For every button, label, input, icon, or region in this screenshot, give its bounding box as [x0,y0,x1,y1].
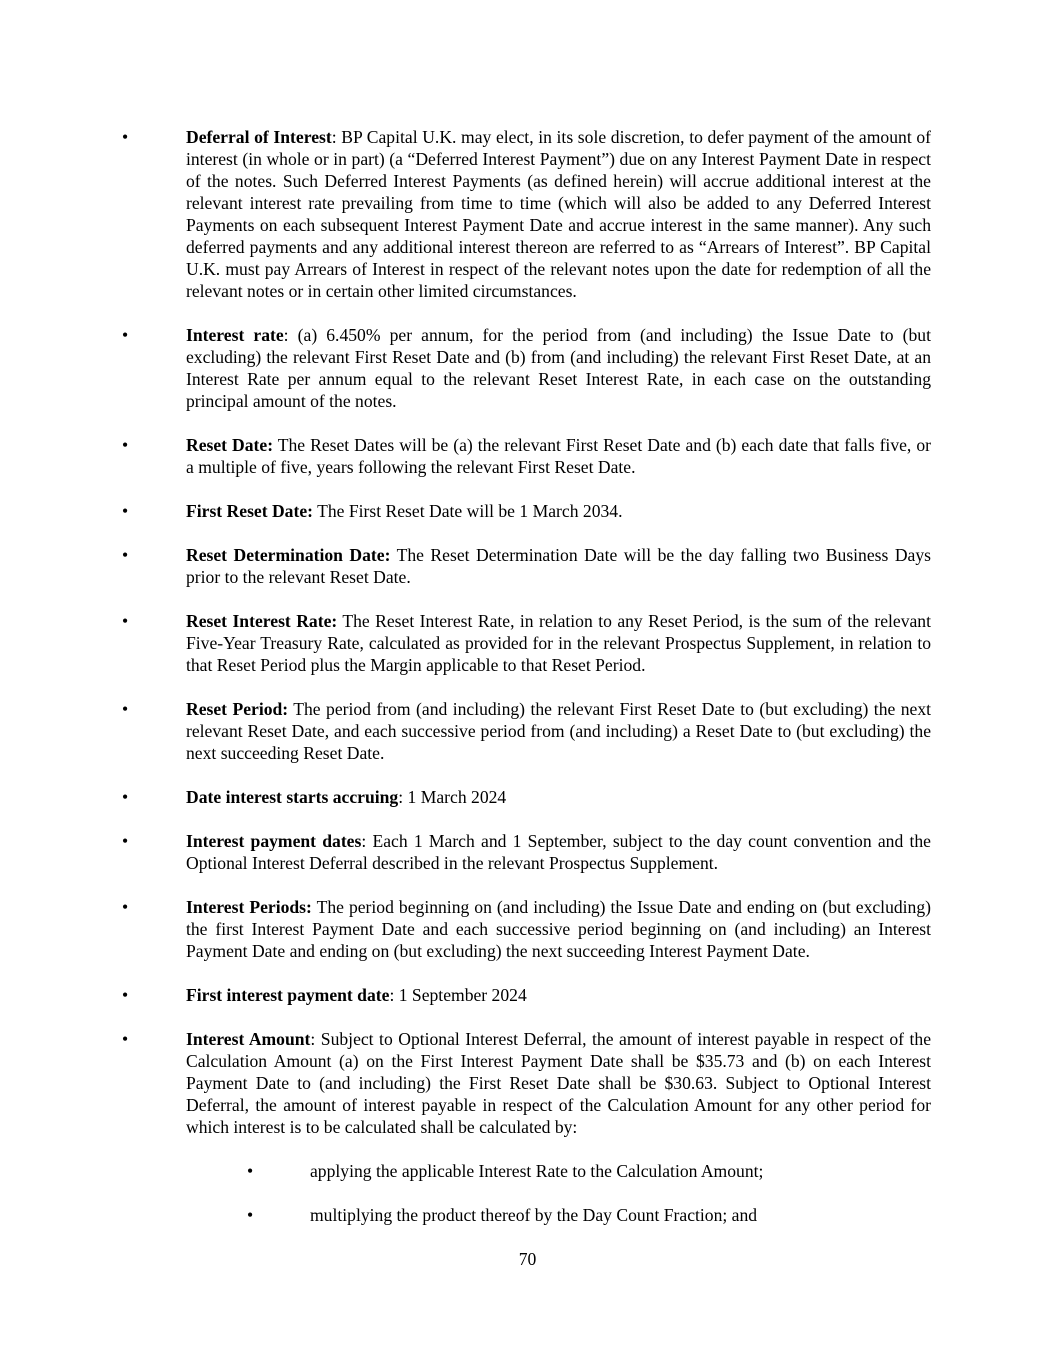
calculation-step-text: multiplying the product thereof by the Day Count Fraction; and [310,1205,758,1225]
list-item-text [186,434,931,478]
bullet-icon: • [247,1161,254,1181]
list-item-interest-rate [0,324,1055,412]
term-description: : Each 1 March and 1 September, subject to the day count convention and the Optional Interest Deferral described in the relevant Prospectus Supplement. [186,831,931,873]
list-item-text [186,830,931,874]
term-description: The Reset Dates will be (a) the relevant First Reset Date and (b) each date that falls five, or a multiple of five, years following the relevant First Reset Date. [186,435,931,477]
bullet-icon: • [122,325,129,345]
page-number: 70 [518,1249,537,1269]
term-label: Date interest starts accruing [186,787,399,807]
list-item-interest-amount [0,1028,1055,1226]
term-description: : (a) 6.450% per annum, for the period from (and including) the Issue Date to (but excluding) the relevant First Reset Date and (b) from (and including) the relevant First Reset Date, at an Interest Rate per annum equal to the relevant Reset Interest Rate, in each case on the outstanding principal amount of the notes. [186,325,931,411]
bullet-icon: • [122,545,129,565]
list-item-text [186,896,931,962]
term-label: Interest payment dates [186,831,362,851]
term-label: Reset Determination Date: [186,545,391,565]
list-item-text [186,786,931,808]
list-item-deferral-of-interest [0,126,1055,302]
term-label: Reset Date: [186,435,274,455]
list-item-reset-interest-rate [0,610,1055,676]
term-label: Interest Periods: [186,897,312,917]
list-item-text [186,1028,931,1138]
calculation-step-text: applying the applicable Interest Rate to the Calculation Amount; [310,1161,764,1181]
list-item-date-interest-starts-accruing [0,786,1055,808]
term-label: Interest Amount [186,1029,311,1049]
calculation-step [0,1160,1055,1182]
term-description: : 1 March 2024 [398,787,507,807]
term-description: The period from (and including) the relevant First Reset Date to (but excluding) the next relevant Reset Date, and each successive period from (and including) a Reset Date to (but excluding) the next succeeding Reset Date. [186,699,932,763]
list-item-interest-payment-dates [0,830,1055,874]
term-description: : BP Capital U.K. may elect, in its sole discretion, to defer payment of the amount of interest (in whole or in part) (a “Deferred Interest Payment”) due on any Interest Payment Date in respect of the notes. Such Deferred Interest Payments (as defined herein) will accrue additional interest at the relevant interest rate prevailing from time to time (which will also be added to any Deferred Interest Payments on each subsequent Interest Payment Date and accrue interest in the same manner). Any such deferred payments and any additional interest thereon are referred to as “Arrears of Interest”. BP Capital U.K. must pay Arrears of Interest in respect of the relevant notes upon the date for redemption of all the relevant notes or in certain other limited circumstances. [186,127,932,301]
list-item-first-reset-date [0,500,1055,522]
term-description: : Subject to Optional Interest Deferral, the amount of interest payable in respect of the Calculation Amount (a) on the First Interest Payment Date shall be $35.73 and (b) on each Interest Payment Date to (and including) the First Reset Date shall be $30.63. Subject to Optional Interest Deferral, the amount of interest payable in respect of the Calculation Amount for any other period for which interest is to be calculated shall be calculated by: [186,1029,931,1137]
list-item-text [186,544,931,588]
term-label: Reset Period: [186,699,289,719]
list-item-text [186,698,931,764]
bullet-icon: • [122,897,129,917]
bullet-icon: • [122,501,129,521]
list-item-reset-determination-date [0,544,1055,588]
bullet-icon: • [122,831,129,851]
bullet-icon: • [122,127,129,147]
term-label: First interest payment date [186,985,390,1005]
term-description: The First Reset Date will be 1 March 2034. [313,501,623,521]
term-list [0,126,1055,1248]
list-item-first-interest-payment-date [0,984,1055,1006]
bullet-icon: • [122,787,129,807]
term-description: : 1 September 2024 [389,985,527,1005]
list-item-reset-date [0,434,1055,478]
list-item-interest-periods [0,896,1055,962]
list-item-text [186,984,931,1006]
term-label: Interest rate [186,325,284,345]
list-item-text [186,126,931,302]
bullet-icon: • [122,985,129,1005]
calculation-steps-list [0,1160,1055,1226]
term-label: Reset Interest Rate: [186,611,338,631]
bullet-icon: • [122,699,129,719]
list-item-text [186,324,931,412]
term-label: First Reset Date: [186,501,314,521]
list-item-text [186,500,931,522]
list-item-text [186,610,931,676]
bullet-icon: • [122,1029,129,1049]
bullet-icon: • [122,611,129,631]
term-description: The Reset Determination Date will be the day falling two Business Days prior to the relevant Reset Date. [186,545,931,587]
bullet-icon: • [247,1205,254,1225]
bullet-icon: • [122,435,129,455]
term-description: The period beginning on (and including) the Issue Date and ending on (but excluding) the first Interest Payment Date and each successive period beginning on (and including) an Interest Payment Date and ending on (but excluding) the next succeeding Interest Payment Date. [186,897,932,961]
list-item-reset-period [0,698,1055,764]
term-description: The Reset Interest Rate, in relation to any Reset Period, is the sum of the relevant Five-Year Treasury Rate, calculated as provided for in the relevant Prospectus Supplement, in relation to that Reset Period plus the Margin applicable to that Reset Period. [186,611,931,675]
calculation-step [0,1204,1055,1226]
term-label: Deferral of Interest [186,127,332,147]
